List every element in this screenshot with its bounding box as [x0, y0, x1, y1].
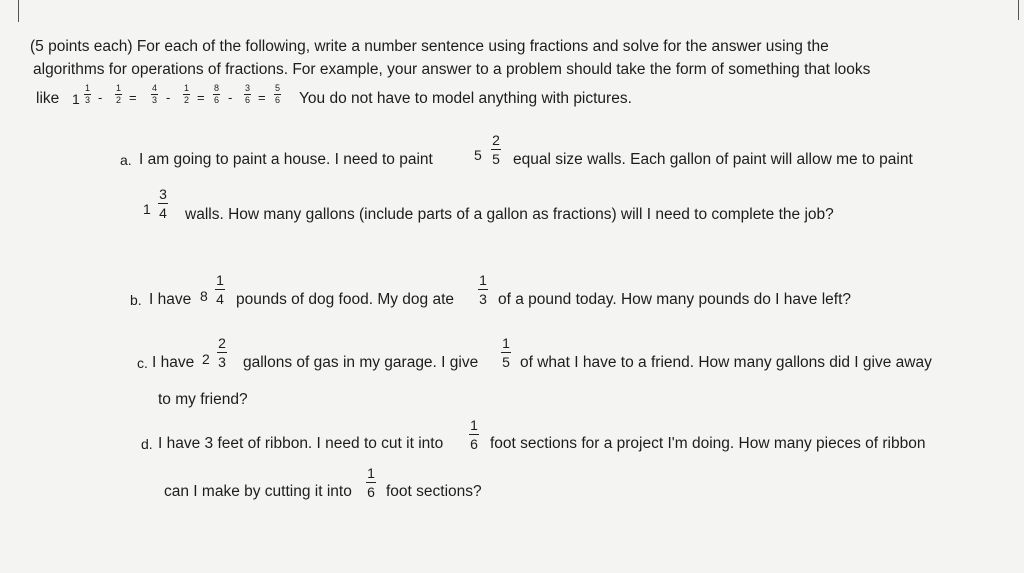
problem-d-fraction-2: 1 6: [367, 465, 375, 500]
problem-a-fraction-1: 2 5: [492, 132, 500, 167]
box-border-right: [1018, 0, 1019, 20]
problem-b-text-2: pounds of dog food. My dog ate: [236, 291, 455, 308]
problem-a-text-3: walls. How many gallons (include parts of a gallon as fractions) will I need to complete the job?: [185, 206, 834, 223]
example-op-1: -: [98, 90, 103, 105]
problem-a-f1-whole: 5: [474, 147, 482, 163]
problem-a-f2-whole: 1: [143, 201, 151, 217]
example-fraction-1: 1 3: [84, 83, 90, 105]
problem-d-fraction-1: 1 6: [470, 417, 478, 452]
box-border-left: [18, 0, 19, 22]
intro-line-1: (5 points each) For each of the following, write a number sentence using fractions and solve for the answer using the: [30, 38, 829, 55]
example-op-3: -: [166, 90, 171, 105]
example-op-4: =: [197, 90, 205, 105]
intro-line-3: You do not have to model anything with pictures.: [299, 90, 632, 107]
example-fraction-3: 4 3: [151, 83, 157, 105]
problem-d-text-1: I have 3 feet of ribbon. I need to cut it into: [158, 435, 444, 452]
problem-d-text-2: foot sections for a project I'm doing. How many pieces of ribbon: [490, 435, 926, 452]
problem-a-fraction-2: 3 4: [159, 186, 167, 221]
problem-b-text-3: of a pound today. How many pounds do I have left?: [498, 291, 852, 308]
example-fraction-6: 3 6: [244, 83, 250, 105]
problem-b-fraction-1: 1 4: [216, 272, 224, 307]
problem-c-f1-whole: 2: [202, 351, 210, 367]
problem-c-text-4: to my friend?: [158, 391, 248, 408]
intro-line-2: algorithms for operations of fractions. For example, your answer to a problem should take the form of something that looks: [33, 61, 871, 78]
example-fraction-2: 1 2: [115, 83, 121, 105]
example-fraction-4: 1 2: [183, 83, 189, 105]
problem-c-text-1: I have: [152, 354, 195, 371]
problem-c-label: c.: [137, 355, 148, 371]
example-op-6: =: [258, 90, 266, 105]
problem-b-label: b.: [130, 292, 142, 308]
example-op-5: -: [228, 90, 233, 105]
problem-a-label: a.: [120, 152, 132, 168]
problem-d-text-4: foot sections?: [386, 483, 482, 500]
problem-b-text-1: I have: [149, 291, 192, 308]
example-whole: 1: [72, 91, 80, 107]
example-op-2: =: [129, 90, 137, 105]
problem-d-label: d.: [141, 436, 153, 452]
problem-a-text-2: equal size walls. Each gallon of paint will allow me to paint: [513, 151, 913, 168]
example-fraction-7: 5 6: [274, 83, 280, 105]
problem-c-text-2: gallons of gas in my garage. I give: [243, 354, 479, 371]
intro-like-label: like: [36, 90, 60, 107]
problem-a-text-1: I am going to paint a house. I need to paint: [139, 151, 433, 168]
problem-c-fraction-1: 2 3: [218, 335, 226, 370]
problem-d-text-3: can I make by cutting it into: [164, 483, 352, 500]
problem-c-fraction-2: 1 5: [502, 335, 510, 370]
example-fraction-5: 8 6: [213, 83, 219, 105]
problem-c-text-3: of what I have to a friend. How many gallons did I give away: [520, 354, 932, 371]
problem-b-f1-whole: 8: [200, 288, 208, 304]
problem-b-fraction-2: 1 3: [479, 272, 487, 307]
